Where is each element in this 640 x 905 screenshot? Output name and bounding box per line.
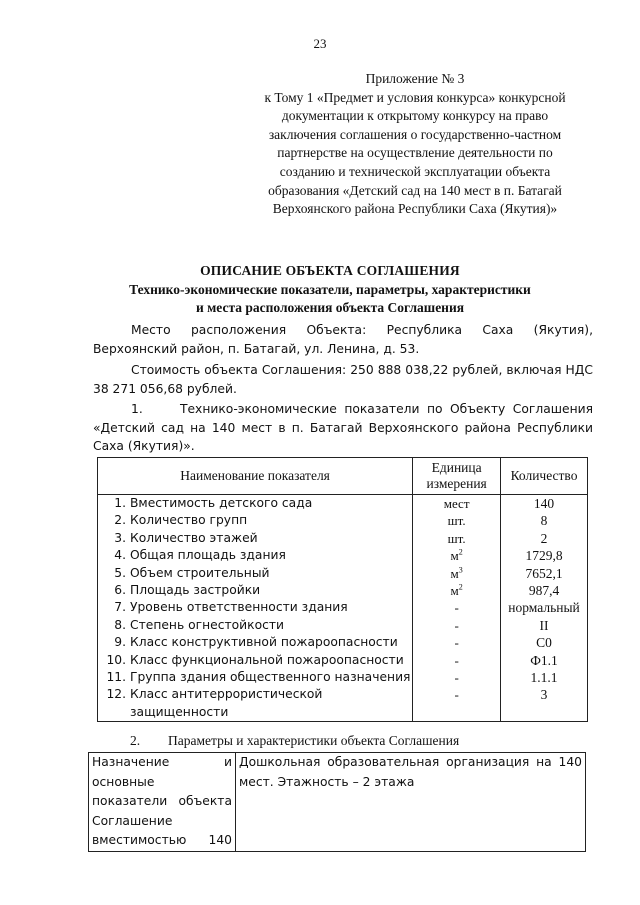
quantity: 8 [540, 513, 548, 529]
unit-cell [413, 512, 501, 529]
parameter-name-cell [89, 753, 236, 852]
appendix-line: документации к открытому конкурсу на право [281, 108, 549, 124]
table-row [98, 634, 588, 651]
quantity: 987,4 [528, 583, 560, 599]
indicator-name-cell [98, 547, 413, 564]
header-qty: Количество [501, 458, 588, 495]
unit: - [454, 617, 459, 633]
unit-cell [413, 495, 501, 513]
unit: - [454, 635, 459, 651]
row-number: 9. [114, 635, 126, 650]
quantity: Ф1.1 [530, 652, 558, 668]
row-number: 4. [114, 548, 126, 563]
appendix-line: партнерстве на осуществление деятельности по [277, 145, 553, 161]
quantity: 7652,1 [525, 565, 563, 581]
indicator-name-cell [98, 686, 413, 721]
quantity-cell [501, 686, 588, 721]
header-unit [413, 458, 501, 495]
row-number: 3. [114, 530, 126, 545]
indicators-body [98, 495, 588, 722]
appendix-line: созданию и технической эксплуатации объекта [279, 163, 551, 179]
unit-cell [413, 582, 501, 599]
unit: м [450, 583, 459, 599]
row-number: 2. [114, 513, 126, 528]
indicator-name: Группа здания общественного назначения [130, 670, 411, 685]
page-number: 23 [313, 36, 327, 51]
row-number: 12. [106, 687, 126, 702]
unit: м [450, 565, 459, 581]
quantity: 2 [540, 530, 548, 546]
table-row [98, 512, 588, 529]
unit-cell [413, 652, 501, 669]
quantity-cell [501, 530, 588, 547]
indicator-name: Вместимость детского сада [130, 496, 313, 510]
unit: - [454, 600, 459, 616]
unit: - [454, 652, 459, 668]
unit-cell [413, 686, 501, 721]
unit: шт. [447, 513, 466, 529]
subtitle-line: Технико-экономические показатели, параметры, характеристики [129, 282, 531, 297]
unit-exponent: 3 [458, 565, 463, 575]
section2-heading [130, 733, 459, 749]
quantity-cell [501, 547, 588, 564]
quantity: II [539, 617, 549, 633]
table-row [98, 617, 588, 634]
section2-title: Параметры и характеристики объекта Соглашения [168, 733, 460, 748]
quantity-cell [501, 495, 588, 513]
indicator-name: Объем строительный [130, 565, 270, 580]
cost-paragraph [93, 361, 593, 398]
cost-text: Стоимость объекта Соглашения: 250 888 038,22 рублей, включая НДС 38 271 056,68 рублей. [93, 363, 593, 396]
quantity-cell [501, 565, 588, 582]
location-paragraph [93, 321, 593, 358]
table-row [98, 582, 588, 599]
unit: мест [443, 496, 470, 511]
unit-exponent: 2 [458, 582, 463, 592]
table-row [98, 495, 588, 513]
indicator-name-cell [98, 617, 413, 634]
unit-cell [413, 617, 501, 634]
parameter-value: Дошкольная образовательная организация на 140 мест. Этажность – 2 этажа [239, 755, 582, 789]
subtitle-line: и места расположения объекта Соглашения [195, 300, 465, 315]
quantity: 1.1.1 [530, 670, 558, 686]
unit-cell [413, 669, 501, 686]
indicator-name-cell [98, 530, 413, 547]
row-number: 8. [114, 617, 126, 632]
quantity-cell [501, 512, 588, 529]
table-row [98, 686, 588, 721]
quantity-cell [501, 582, 588, 599]
unit-cell [413, 530, 501, 547]
table-row [98, 565, 588, 582]
appendix-line: образования «Детский сад на 140 мест в п. Батагай [268, 182, 562, 198]
row-number: 10. [106, 652, 126, 667]
indicator-name: Класс функциональной пожароопасности [130, 652, 404, 667]
indicator-name-cell [98, 669, 413, 686]
row-number: 7. [114, 600, 126, 615]
appendix-line: Приложение № 3 [365, 71, 465, 86]
quantity: нормальный [508, 600, 580, 616]
table-header-row [98, 458, 588, 495]
parameter-name: Назначение и основные показатели объекта Соглашение вместимостью 140 [92, 755, 232, 847]
unit-exponent: 2 [458, 547, 463, 557]
indicator-name-cell [98, 652, 413, 669]
parameters-table [88, 752, 586, 852]
unit-cell [413, 599, 501, 616]
indicator-name: Степень огнестойкости [130, 617, 285, 632]
quantity-cell [501, 599, 588, 616]
table-row [98, 547, 588, 564]
quantity-cell [501, 669, 588, 686]
indicator-name: Уровень ответственности здания [130, 600, 348, 615]
appendix-block [222, 70, 608, 219]
indicators-table [97, 457, 588, 722]
indicator-name: Количество групп [130, 513, 248, 528]
quantity-cell [501, 617, 588, 634]
unit: - [454, 670, 459, 686]
unit-cell [413, 565, 501, 582]
header-unit-text: Единица измерения [426, 460, 487, 491]
row-number: 1. [114, 496, 126, 510]
unit: м [450, 548, 459, 564]
indicator-name: Класс антитеррористической [130, 687, 323, 702]
appendix-line: заключения соглашения о государственно-частном [268, 126, 562, 142]
quantity-cell [501, 652, 588, 669]
indicator-name-cell [98, 565, 413, 582]
row-number: 5. [114, 565, 126, 580]
section1-number: 1. [131, 402, 143, 416]
indicator-name: Площадь застройки [130, 583, 261, 598]
quantity: 3 [540, 687, 548, 703]
parameter-value-cell [236, 753, 586, 852]
unit-cell [413, 634, 501, 651]
quantity-cell [501, 634, 588, 651]
indicator-name-cell [98, 599, 413, 616]
table-row [89, 753, 586, 852]
table-row [98, 669, 588, 686]
document-subtitle [60, 281, 600, 317]
quantity: С0 [536, 635, 552, 651]
document-title: ОПИСАНИЕ ОБЪЕКТА СОГЛАШЕНИЯ [200, 263, 460, 278]
indicator-name: Класс конструктивной пожароопасности [130, 635, 398, 650]
appendix-line: Верхоянского района Республики Саха (Якутия)» [272, 201, 558, 217]
table-row [98, 599, 588, 616]
indicator-name: Общая площадь здания [130, 548, 286, 563]
indicator-name-cell [98, 582, 413, 599]
table-row [98, 530, 588, 547]
indicator-name-cell [98, 512, 413, 529]
location-text: Место расположения Объекта: Республика Саха (Якутия), Верхоянский район, п. Батагай, ул. Ленина, д. 53. [93, 323, 593, 356]
indicator-name-continued: защищенности [130, 704, 229, 719]
quantity: 140 [533, 496, 555, 511]
section1-paragraph [93, 400, 593, 456]
unit: шт. [447, 530, 466, 546]
section1-text: Технико-экономические показатели по Объекту Соглашения «Детский сад на 140 мест в п. Батагай Верхоянского района Республики Саха (Якутия)». [93, 402, 594, 453]
indicator-name-cell [98, 495, 413, 513]
header-name: Наименование показателя [98, 458, 413, 495]
unit-cell [413, 547, 501, 564]
table-row [98, 652, 588, 669]
quantity: 1729,8 [525, 548, 563, 564]
indicator-name-cell [98, 634, 413, 651]
section2-number: 2. [130, 733, 141, 748]
row-number: 11. [106, 670, 126, 685]
row-number: 6. [114, 583, 126, 598]
indicator-name: Количество этажей [130, 530, 258, 545]
unit: - [454, 687, 459, 703]
appendix-line: к Тому 1 «Предмет и условия конкурса» конкурсной [264, 89, 566, 105]
